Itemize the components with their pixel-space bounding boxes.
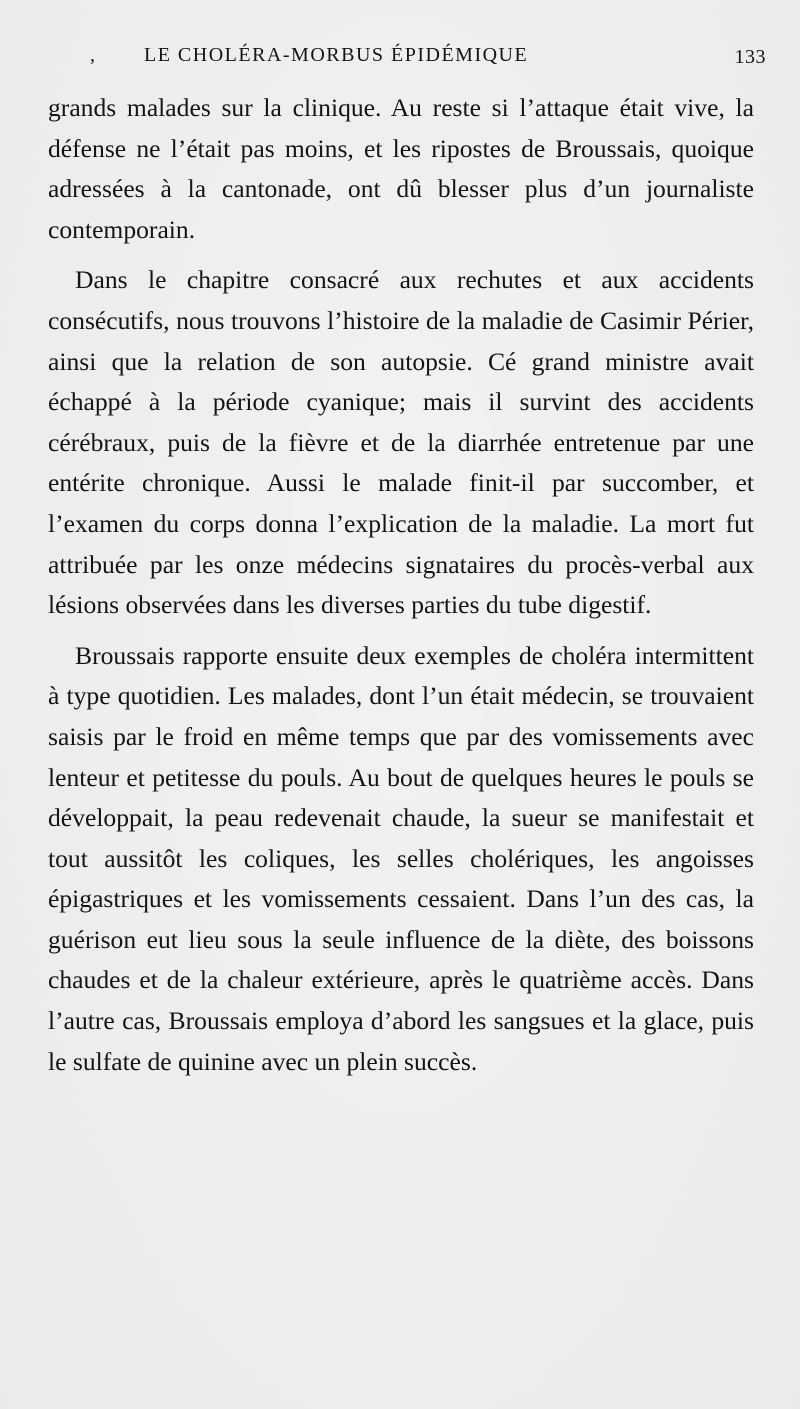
page-number: 133 [734,46,766,68]
paragraph-1: grands malades sur la clinique. Au reste si l’attaque était vive, la défense ne l’était pas moins, et les ripostes de Broussais, quoique adressées à la cantonade, ont dû blesser plus d’un journaliste contemporain. [48,93,754,244]
paragraph-2: Dans le chapitre consacré aux rechutes et aux accidents consécutifs, nous trouvons l’histoire de la maladie de Casimir Périer, ainsi que la relation de son autopsie. Cé grand ministre avait échappé à la période cyanique; mais il survint des accidents cérébraux, puis de la fièvre et de la diarrhée entretenue par une entérite chronique. Aussi le malade finit-il par succomber, et l’examen du corps donna l’explication de la maladie. La mort fut attribuée par les onze médecins signataires du procès-verbal aux lésions observées dans les diverses parties du tube digestif. [48,265,754,620]
header-mark: , [90,44,97,66]
running-title: LE CHOLÉRA-MORBUS ÉPIDÉMIQUE [144,44,529,66]
body-text [48,88,754,1092]
page-header [48,40,766,74]
paragraph-3: Broussais rapporte ensuite deux exemples de choléra intermittent à type quotidien. Les malades, dont l’un était médecin, se trouvaient saisis par le froid en même temps que par des vomissements avec lenteur et petitesse du pouls. Au bout de quelques heures le pouls se développait, la peau redevenait chaude, la sueur se manifestait et tout aussitôt les coliques, les selles cholériques, les angoisses épigastriques et les vomissements cessaient. Dans l’un des cas, la guérison eut lieu sous la seule influence de la diète, des boissons chaudes et de la chaleur extérieure, après le quatrième accès. Dans l’autre cas, Broussais employa d’abord les sangsues et la glace, puis le sulfate de quinine avec un plein succès. [48,640,754,1076]
